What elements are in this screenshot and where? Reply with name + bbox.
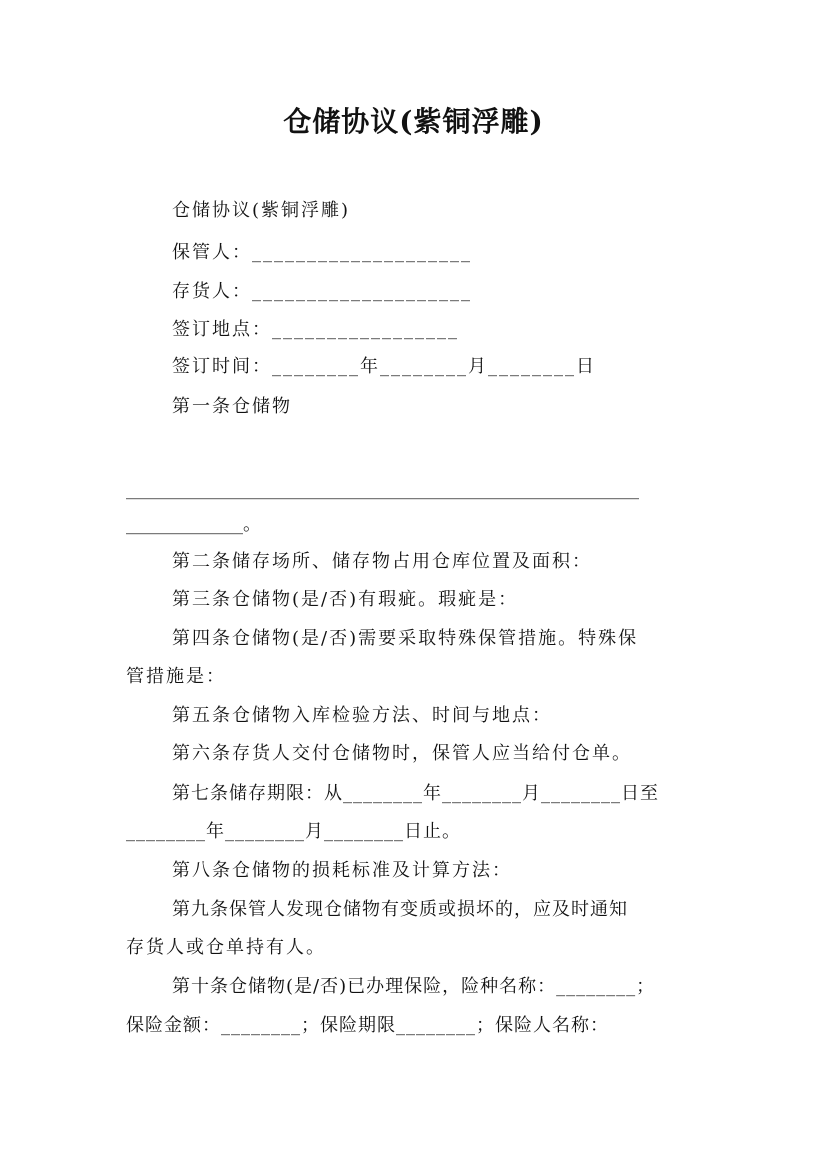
doc-line: 管措施是： (126, 666, 226, 687)
doc-line: 签订时间：________年________月________日 (172, 356, 596, 377)
doc-line: 第六条存货人交付仓储物时，保管人应当给付仓单。 (172, 743, 632, 764)
doc-line: 仓储协议(紫铜浮雕) (172, 200, 351, 221)
doc-line: 第十条仓储物(是/否)已办理保险，险种名称：________； (172, 976, 656, 997)
doc-line: 第九条保管人发现仓储物有变质或损坏的，应及时通知 (172, 899, 628, 920)
doc-line: 第三条仓储物(是/否)有瑕疵。瑕疵是： (172, 589, 519, 610)
doc-line: ________年________月________日止。 (126, 821, 461, 842)
doc-line: 第八条仓储物的损耗标准及计算方法： (172, 860, 512, 881)
doc-line: _____________。 (126, 514, 261, 535)
doc-line: 保险金额：________；保险期限________；保险人名称： (126, 1015, 609, 1036)
doc-line: 存货人或仓单持有人。 (126, 937, 326, 958)
doc-line: 第一条仓储物 (172, 396, 292, 417)
doc-line: 存货人：____________________ (172, 281, 472, 302)
doc-line: _________________________________________________________ (126, 479, 639, 500)
doc-line: 第二条储存场所、储存物占用仓库位置及面积： (172, 551, 592, 572)
document-title: 仓储协议(紫铜浮雕) (283, 105, 544, 138)
doc-line: 保管人：____________________ (172, 242, 472, 263)
doc-line: 第五条仓储物入库检验方法、时间与地点： (172, 705, 552, 726)
doc-line: 第四条仓储物(是/否)需要采取特殊保管措施。特殊保 (172, 628, 639, 649)
doc-line: 签订地点：_________________ (172, 319, 459, 340)
doc-line: 第七条储存期限：从________年________月________日至 (172, 783, 659, 804)
